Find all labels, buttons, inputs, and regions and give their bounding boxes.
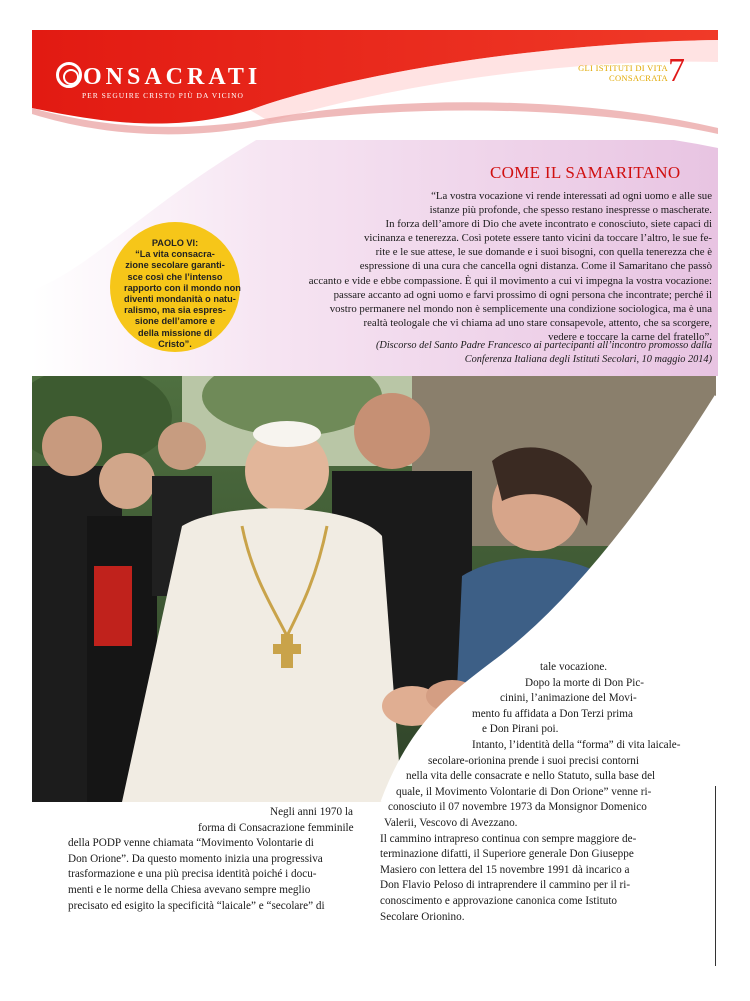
article-line: Don Orione”. Da questo momento inizia una progressiva	[68, 852, 323, 865]
article-line: Valerii, Vescovo di Avezzano.	[384, 816, 518, 829]
quote-line: realtà teologale che vi chiama ad uno stare consapevole, attento, che sa scorgere,	[363, 316, 712, 329]
article-line: terminazione difatti, il Superiore generale Don Giuseppe	[380, 848, 634, 861]
badge-text	[124, 238, 241, 350]
magazine-logo	[56, 62, 262, 100]
badge-line: “La vita consacra-	[135, 249, 215, 260]
article-line: menti e le norme della Chiesa avevano sempre meglio	[68, 883, 311, 896]
article-line: conosciuto il 07 novembre 1973 da Monsignor Domenico	[388, 801, 647, 814]
article-line: conoscimento e approvazione canonica come Istituto	[380, 894, 618, 907]
quote-line: istanze più profonde, che spesso restano inespresse o mascherate.	[429, 204, 712, 217]
quote-line: vicinanza e tenerezza. Così potete essere tanto vicini da toccare l’altro, le sue fe-	[363, 232, 712, 245]
quote-line: rite e le sue attese, le sue domande e i suoi bisogni, con quella tenerezza che è	[375, 246, 712, 259]
badge-line: zione secolare garanti-	[125, 260, 225, 271]
section-tag: GLI ISTITUTI DI VITA CONSACRATA	[578, 63, 668, 83]
badge-line: diventi mondanità o natu-	[124, 294, 236, 305]
article-line: mento fu affidata a Don Terzi prima	[472, 707, 633, 720]
badge-line: ralismo, ma sia espres-	[124, 305, 226, 316]
article-line: tale vocazione.	[540, 661, 608, 673]
article-line: Secolare Orionino.	[380, 910, 465, 923]
article-line: Intanto, l’identità della “forma” di vita laicale-	[472, 738, 681, 751]
badge-line: rapporto con il mondo non	[124, 282, 241, 293]
page-number: 7	[668, 52, 685, 89]
quote-source	[300, 339, 712, 366]
quote-line: In forza dell’amore di Dio che avete incontrato e conosciuto, siete capaci di	[385, 218, 712, 231]
quote-line: vostro permanere nel mondo non è semplicemente una condizione sociologica, ma è una	[329, 302, 712, 315]
article-line: e Don Pirani poi.	[482, 723, 559, 736]
logo-circle-mark	[56, 62, 82, 88]
article-line: quale, il Movimento Volontarie di Don Orione” venne ri-	[396, 785, 652, 798]
logo-wordmark: ONSACRATI	[83, 64, 262, 90]
article-line: nella vita delle consacrate e nello Statuto, sulla base del	[406, 770, 656, 783]
article-left-column	[32, 805, 386, 914]
article-line: trasformazione e una più precisa identità poiché i docu-	[68, 868, 317, 881]
article-line: Masiero con lettera del 15 novembre 1991 dà incarico a	[380, 863, 630, 876]
quote-source-line: (Discorso del Santo Padre Francesco ai partecipanti all’incontro promosso dalla	[375, 340, 712, 351]
badge-line: Cristo”.	[158, 338, 192, 349]
quote-body	[250, 189, 712, 344]
quote-line: vedere e toccare la carne del fratello”.	[548, 330, 712, 343]
article-line: forma di Consacrazione femminile	[198, 821, 354, 834]
article-line: secolare-orionina prende i suoi precisi contorni	[428, 754, 639, 767]
quote-line: accanto e vide e ebbe compassione. È qui il movimento a cui vi impegna la vostra vocazione:	[308, 274, 712, 287]
article-right-column	[380, 660, 716, 925]
article-line: Don Flavio Peloso di intraprendere il cammino per il ri-	[380, 879, 631, 892]
badge-line: sione dell’amore e	[134, 316, 216, 327]
logo-tagline: PER SEGUIRE CRISTO PIÙ DA VICINO	[82, 91, 244, 100]
article-line: Il cammino intrapreso continua con sempre maggiore de-	[380, 832, 637, 845]
quote-line: “La vostra vocazione vi rende interessati ad ogni uomo e alle sue	[431, 190, 712, 202]
quote-line: espressione di una cura che cancella ogni distanza. Come il Samaritano che passò	[359, 260, 712, 273]
article-line: cinini, l’animazione del Movi-	[500, 692, 637, 705]
article-line: Negli anni 1970 la	[270, 806, 353, 818]
quote-title: COME IL SAMARITANO	[490, 163, 681, 182]
badge-line: PAOLO VI:	[151, 238, 199, 248]
quote-line: passare accanto ad ogni uomo e farvi prossimo di ogni persona che incontrate; perché il	[333, 288, 712, 301]
badge-line: sce così che l’intenso	[127, 271, 223, 282]
article-line: precisato ed esigito la specificità “laicale” e “secolare” di	[68, 899, 325, 912]
column-rule	[715, 786, 716, 966]
article-line: della PODP venne chiamata “Movimento Volontarie di	[68, 837, 314, 850]
quote-source-line: Conferenza Italiana degli Istituti Secolari, 10 maggio 2014)	[464, 353, 712, 365]
article-line: Dopo la morte di Don Pic-	[525, 676, 645, 689]
badge-line: della missione di	[137, 327, 213, 338]
